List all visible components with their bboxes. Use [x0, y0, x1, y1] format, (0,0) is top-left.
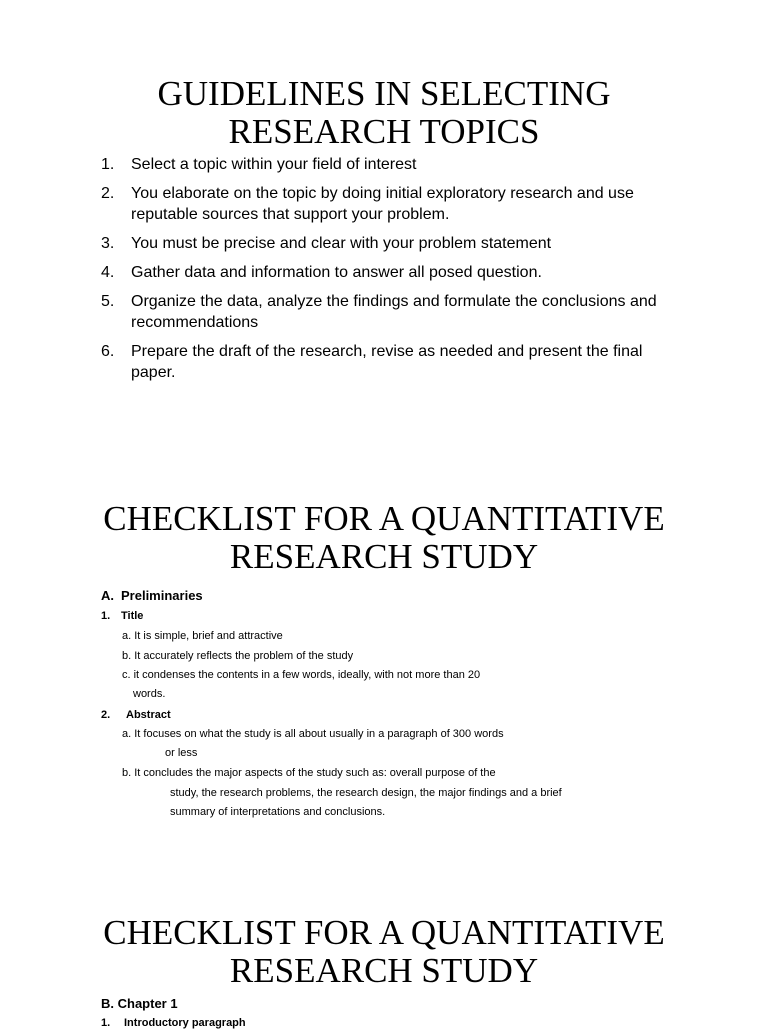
list-item-text: You must be precise and clear with your problem statement: [131, 235, 552, 252]
part-a-title: Preliminaries: [121, 588, 203, 603]
list-item-number: 4.: [101, 264, 115, 281]
part-a-label: A.: [101, 588, 114, 603]
checklist-heading-line1: CHECKLIST FOR A QUANTITATIVE: [103, 499, 665, 538]
list-item-number: 1.: [101, 156, 115, 173]
checklist-line: b. It accurately reflects the problem of the study: [122, 650, 354, 662]
guidelines-list: [101, 154, 681, 391]
checklist-line: c. it condenses the contents in a few words, ideally, with not more than 20: [122, 669, 481, 681]
checklist-heading-2: [0, 914, 768, 990]
item-number: 2.: [101, 709, 111, 721]
guidelines-heading-line1: GUIDELINES IN SELECTING: [157, 74, 611, 113]
list-item: [101, 233, 681, 254]
checklist-line: a. It is simple, brief and attractive: [122, 630, 283, 642]
list-item-number: 5.: [101, 293, 115, 310]
checklist-heading-line2: RESEARCH STUDY: [229, 537, 539, 576]
list-item-text: Organize the data, analyze the findings and formulate the conclusions and recommendations: [131, 293, 657, 331]
list-item-number: 6.: [101, 343, 115, 360]
item-number: 1.: [101, 610, 111, 622]
checklist-line: or less: [165, 747, 198, 759]
item-title: Abstract: [126, 709, 171, 721]
list-item-text: Prepare the draft of the research, revise as needed and present the final paper.: [131, 343, 643, 381]
part-b-label: B. Chapter 1: [101, 996, 178, 1011]
list-item: [101, 341, 681, 383]
guidelines-heading-line2: RESEARCH TOPICS: [228, 112, 540, 151]
list-item-text: You elaborate on the topic by doing initial exploratory research and use reputable sources that support your problem.: [131, 185, 634, 223]
guidelines-heading: [0, 75, 768, 151]
checklist-heading: [0, 500, 768, 576]
checklist-line: b. It concludes the major aspects of the study such as: overall purpose of the: [122, 767, 496, 779]
item-title: Introductory paragraph: [124, 1017, 246, 1029]
checklist-line: words.: [133, 688, 166, 700]
list-item-text: Gather data and information to answer all posed question.: [131, 264, 542, 281]
checklist-heading-2-line1: CHECKLIST FOR A QUANTITATIVE: [103, 913, 665, 952]
item-number: 1.: [101, 1017, 111, 1029]
checklist-line: study, the research problems, the research design, the major findings and a brief: [170, 787, 562, 799]
list-item: [101, 291, 681, 333]
list-item: [101, 183, 681, 225]
checklist-line: a. It focuses on what the study is all about usually in a paragraph of 300 words: [122, 728, 504, 740]
checklist-line: summary of interpretations and conclusions.: [170, 806, 386, 818]
list-item-number: 3.: [101, 235, 115, 252]
item-title: Title: [121, 610, 144, 622]
list-item-text: Select a topic within your field of interest: [131, 156, 417, 173]
checklist-heading-2-line2: RESEARCH STUDY: [229, 951, 539, 990]
list-item-number: 2.: [101, 185, 115, 202]
list-item: [101, 154, 681, 175]
list-item: [101, 262, 681, 283]
